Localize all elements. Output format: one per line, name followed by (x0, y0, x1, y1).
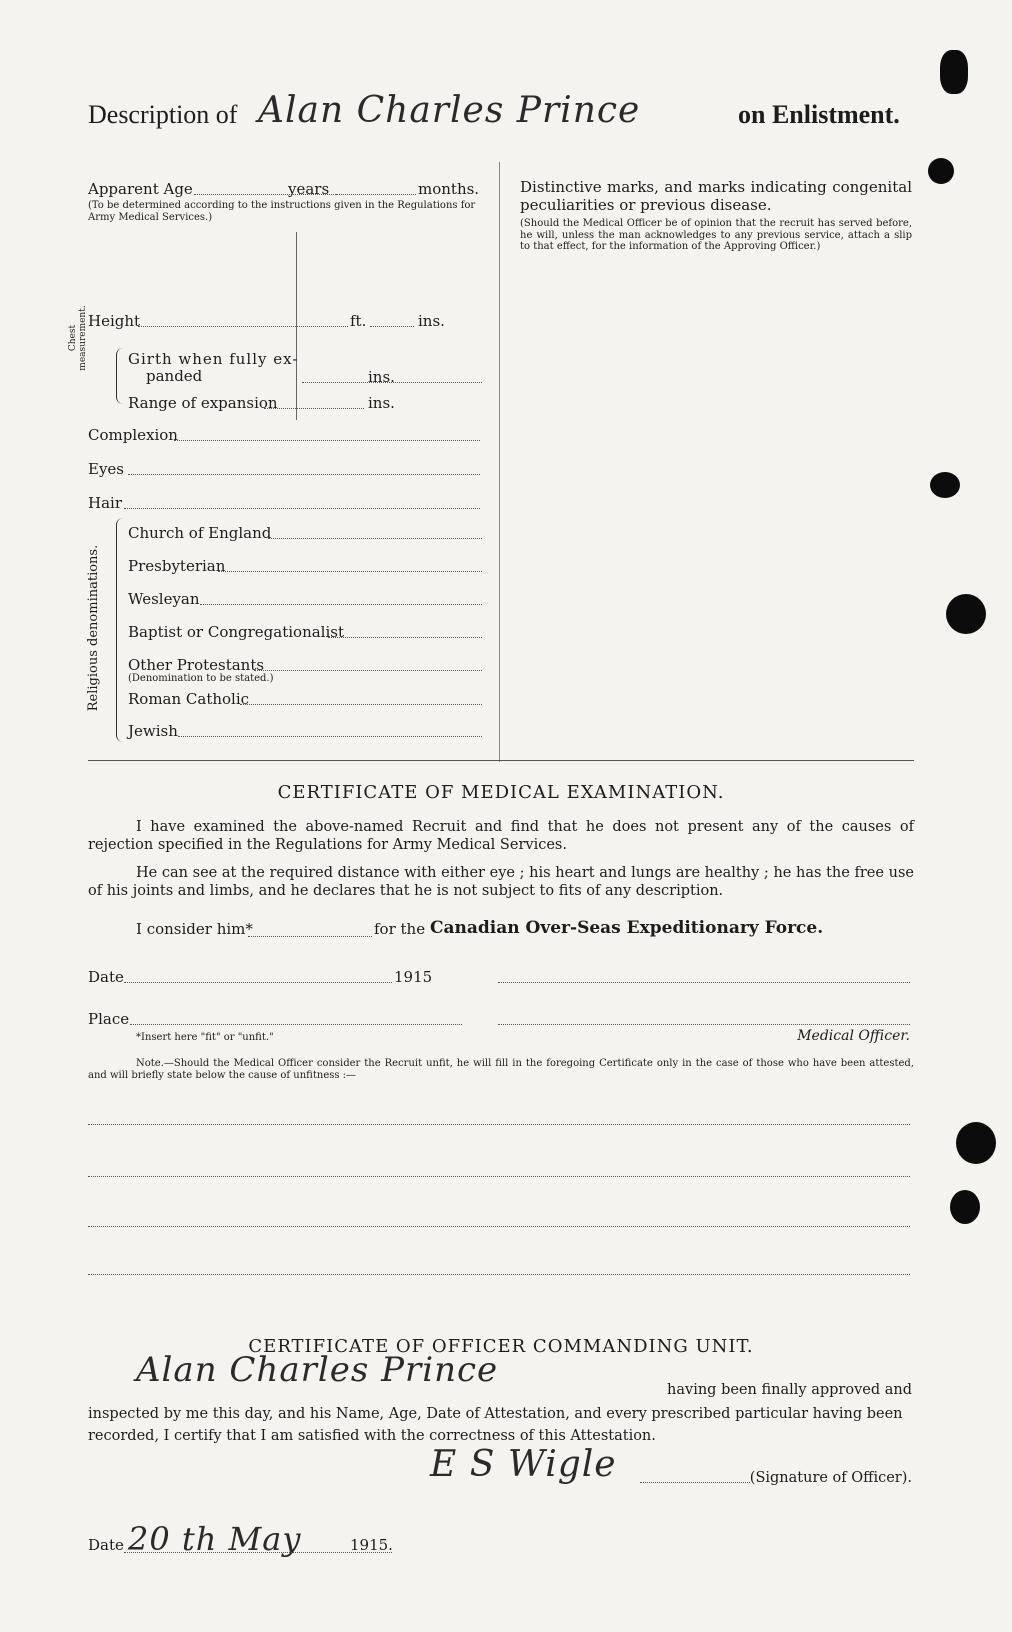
religion-field[interactable] (254, 670, 482, 671)
complexion-label: Complexion (88, 426, 178, 444)
religious-side-label: Religious denominations. (86, 544, 101, 712)
chest-measurement-side-label: Chest measurement. (68, 305, 88, 371)
religion-label: Presbyterian (128, 557, 226, 575)
punch-hole (946, 594, 986, 634)
range-row (128, 394, 488, 412)
consider-row (136, 920, 916, 938)
title-name-handwritten: Alan Charles Prince (258, 90, 641, 131)
medical-date-label: Date (88, 968, 124, 986)
age-note: (To be determined according to the instructions given in the Regulations for Army Medical Services.) (88, 200, 476, 223)
eyes-label: Eyes (88, 460, 124, 478)
girth-label-line2: panded (146, 367, 203, 385)
medical-officer-label: Medical Officer. (797, 1028, 910, 1044)
months-label: months. (418, 180, 480, 198)
consider-suffix: for the (374, 920, 426, 938)
medical-date-row (88, 968, 914, 986)
range-ins-label: ins. (368, 394, 395, 412)
religion-field[interactable] (218, 571, 482, 572)
commanding-text-3: recorded, I certify that I am satisfied with the correctness of this Attestation. (88, 1428, 656, 1444)
range-label: Range of expansion (128, 394, 278, 412)
medical-date-field[interactable] (124, 982, 392, 983)
girth-ins-label: ins. (368, 368, 395, 386)
religion-row (128, 722, 483, 740)
commanding-text-1: having been finally approved and (667, 1382, 912, 1398)
medical-place-field[interactable] (130, 1024, 462, 1025)
religion-field[interactable] (200, 604, 482, 605)
religion-label: Jewish (128, 722, 178, 740)
medical-officer-signature-field[interactable] (498, 1024, 910, 1025)
commanding-year: 1915. (350, 1536, 393, 1554)
hair-label: Hair (88, 494, 122, 512)
force-name: Canadian Over-Seas Expeditionary Force. (430, 918, 824, 938)
religion-row (128, 690, 483, 708)
range-field[interactable] (264, 408, 364, 409)
commanding-text-2: inspected by me this day, and his Name, Age, Date of Attestation, and every prescribed particular having been (88, 1406, 903, 1422)
eyes-field[interactable] (128, 474, 480, 475)
religion-field[interactable] (268, 538, 482, 539)
denomination-note: (Denomination to be stated.) (128, 673, 274, 684)
apparent-age-row (88, 180, 483, 198)
officer-signature-handwritten: E S Wigle (430, 1444, 617, 1485)
medical-place-row (88, 1010, 914, 1028)
medical-para-1: I have examined the above-named Recruit and find that he does not present any of the causes of rejection specified in the Regulations for Army Medical Services. (88, 819, 914, 853)
religion-row (128, 524, 483, 542)
medical-place-label: Place (88, 1010, 130, 1028)
title-suffix: on Enlistment. (738, 100, 900, 129)
girth-row (128, 350, 488, 385)
punch-hole (928, 158, 954, 184)
girth-label-line1: Girth when fully ex- (128, 350, 299, 368)
punch-hole (950, 1190, 980, 1224)
age-months-field[interactable] (336, 194, 416, 195)
unfitness-line[interactable] (88, 1124, 910, 1125)
fit-unfit-field[interactable] (248, 936, 372, 937)
medical-para-2: He can see at the required distance with either eye ; his heart and lungs are healthy ; he has the free use of his joints and limbs, and he declares that he is not subject to fits of any description. (88, 865, 914, 899)
commanding-name-handwritten: Alan Charles Prince (136, 1350, 499, 1390)
page-title (88, 90, 918, 140)
insert-note: *Insert here "fit" or "unfit." (136, 1032, 274, 1043)
officer-signature-label: (Signature of Officer). (749, 1470, 912, 1486)
column-divider (499, 162, 500, 762)
consider-prefix: I consider him* (136, 920, 253, 938)
ft-label: ft. (350, 312, 367, 330)
complexion-field[interactable] (174, 440, 480, 441)
apparent-age-label: Apparent Age (88, 180, 193, 198)
distinctive-marks-heading: Distinctive marks, and marks indicating congenital peculiarities or previous disease. (520, 178, 912, 214)
height-label: Height (88, 312, 141, 330)
unfitness-line[interactable] (88, 1226, 910, 1227)
commanding-date-label: Date (88, 1536, 124, 1554)
religion-row (128, 656, 483, 674)
medical-date-right-field[interactable] (498, 982, 910, 983)
commanding-date-handwritten: 20 th May (128, 1520, 302, 1558)
eyes-row (88, 460, 483, 478)
punch-hole (930, 472, 960, 498)
punch-hole (940, 50, 968, 94)
religion-brace (116, 518, 123, 742)
religion-label: Wesleyan (128, 590, 200, 608)
chest-brace (116, 348, 123, 404)
medical-certificate-heading: CERTIFICATE OF MEDICAL EXAMINATION. (277, 782, 725, 803)
years-label: years (288, 180, 330, 198)
religion-label: Church of England (128, 524, 272, 542)
religion-row (128, 590, 483, 608)
officer-signature-field[interactable] (640, 1482, 750, 1483)
religion-row (128, 557, 483, 575)
commanding-certificate-heading: CERTIFICATE OF OFFICER COMMANDING UNIT. (248, 1336, 754, 1357)
height-ins-field[interactable] (370, 326, 414, 327)
medical-year: 1915 (394, 968, 433, 986)
ins-label: ins. (418, 312, 445, 330)
unfitness-line[interactable] (88, 1274, 910, 1275)
hair-field[interactable] (124, 508, 480, 509)
religion-label: Other Protestants (128, 656, 265, 674)
section-rule (88, 760, 914, 761)
religion-row (128, 623, 483, 641)
unfit-note: Note.—Should the Medical Officer consider the Recruit unfit, he will fill in the foregoing Certificate only in the case of those who have been attested, and will briefly state below the cause of unfitness :— (88, 1058, 914, 1081)
religion-label: Baptist or Congregationalist (128, 623, 344, 641)
religion-field[interactable] (328, 637, 482, 638)
title-prefix: Description of (88, 100, 238, 129)
religion-field[interactable] (240, 704, 482, 705)
religion-label: Roman Catholic (128, 690, 250, 708)
complexion-row (88, 426, 483, 444)
height-ft-field[interactable] (138, 326, 348, 327)
distinctive-marks-note: (Should the Medical Officer be of opinion that the recruit has served before, he will, unless the man acknowledges to any previous service, attach a slip to that effect, for the information of the Approving Officer.) (520, 218, 912, 252)
punch-hole (956, 1122, 996, 1164)
height-row (88, 312, 483, 330)
hair-row (88, 494, 483, 512)
religion-field[interactable] (178, 736, 482, 737)
unfitness-line[interactable] (88, 1176, 910, 1177)
